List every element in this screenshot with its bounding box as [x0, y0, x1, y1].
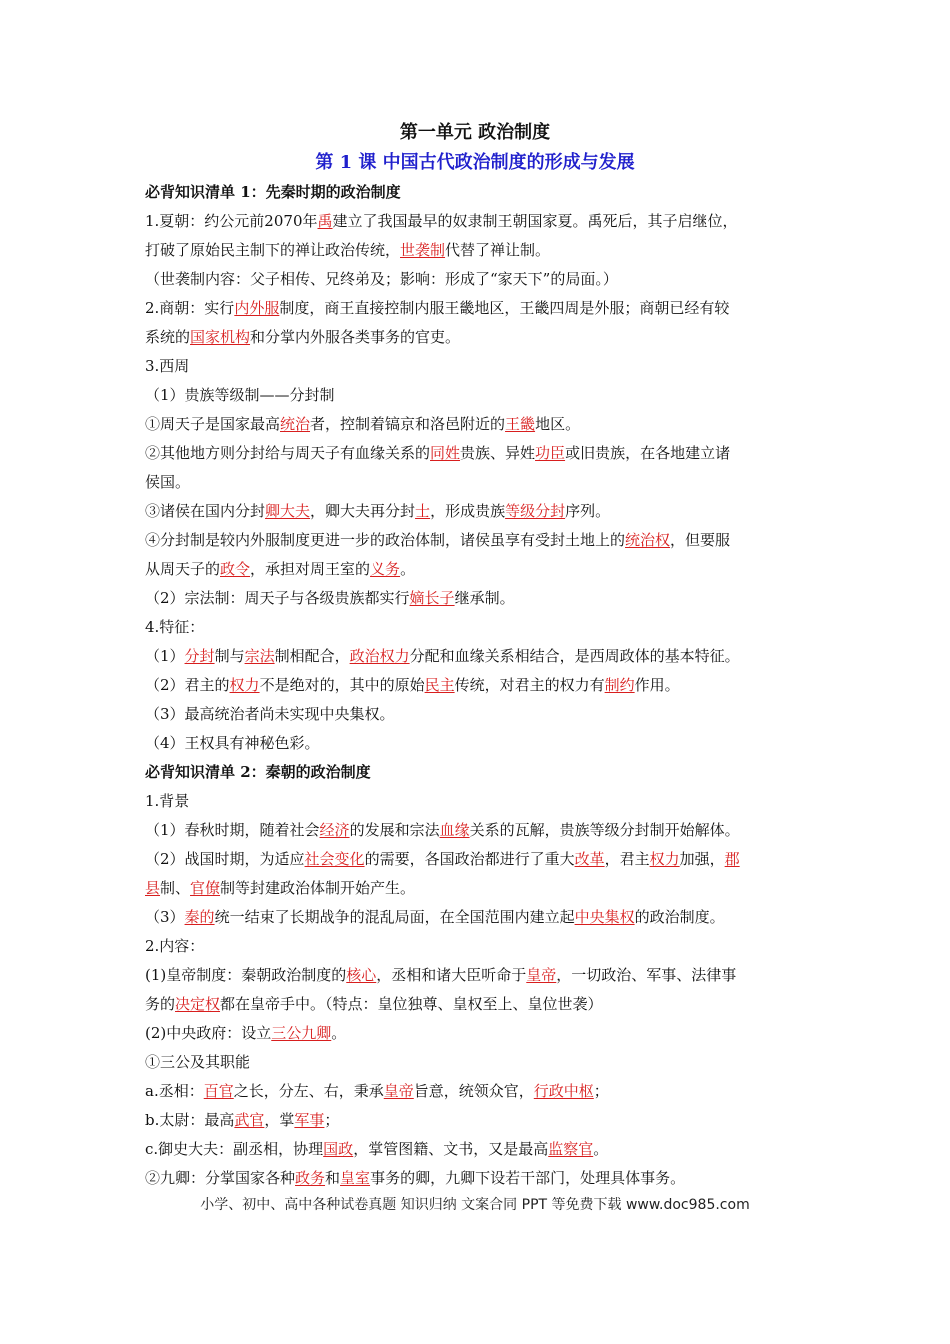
- text-segment: ②九卿：分掌国家各种: [145, 1169, 296, 1187]
- keyword-highlight: 中央集权: [574, 908, 635, 926]
- text-segment: ；: [324, 1111, 340, 1129]
- text-segment: 3.西周: [145, 357, 190, 375]
- text-line: [145, 729, 815, 758]
- text-segment: ④分封制是较内外服制度更进一步的政治体制，诸侯虽享有受封土地上的: [145, 531, 626, 549]
- text-segment: 务的: [145, 995, 176, 1013]
- text-line: [145, 381, 815, 410]
- text-segment: (2)中央政府：设立: [145, 1024, 272, 1042]
- text-segment: 传统，对君主的权力有: [454, 676, 605, 694]
- section-heading: [145, 178, 815, 207]
- text-line: [145, 1106, 815, 1135]
- text-line: [145, 468, 815, 497]
- keyword-highlight: 经济: [319, 821, 350, 839]
- keyword-highlight: 核心: [346, 966, 377, 984]
- text-line: [145, 410, 815, 439]
- text-line: [145, 555, 815, 584]
- text-line: [145, 584, 815, 613]
- text-segment: 1.背景: [145, 792, 190, 810]
- text-segment: 建立了我国最早的奴隶制王朝国家夏。禹死后，其子启继位，: [332, 212, 738, 230]
- text-segment: 地区。: [535, 415, 581, 433]
- keyword-highlight: 郡: [724, 850, 740, 868]
- text-segment: 的发展和宗法: [349, 821, 440, 839]
- text-segment: ③诸侯在国内分封: [145, 502, 266, 520]
- keyword-highlight: 三公九卿: [271, 1024, 332, 1042]
- text-segment: ，掌管图籍、文书，又是最高: [353, 1140, 549, 1158]
- keyword-highlight: 县: [145, 879, 161, 897]
- text-segment: 制等封建政治体制开始产生。: [220, 879, 416, 897]
- text-segment: 。: [593, 1140, 609, 1158]
- text-segment: ，形成贵族: [430, 502, 506, 520]
- keyword-highlight: 统治: [280, 415, 311, 433]
- text-line: [145, 932, 815, 961]
- text-line: [145, 1048, 815, 1077]
- keyword-highlight: 功臣: [535, 444, 566, 462]
- text-segment: 事务的卿，九卿下设若干部门，处理具体事务。: [370, 1169, 686, 1187]
- keyword-highlight: 民主: [424, 676, 455, 694]
- text-segment: 制与: [214, 647, 245, 665]
- text-segment: 2.内容：: [145, 937, 205, 955]
- text-segment: 2.商朝：实行: [145, 299, 235, 317]
- text-segment: b.太尉：最高: [145, 1111, 235, 1129]
- text-segment: （2）君主的: [145, 676, 230, 694]
- keyword-highlight: 行政中枢: [533, 1082, 594, 1100]
- keyword-highlight: 政务: [295, 1169, 326, 1187]
- keyword-highlight: 监察官: [548, 1140, 594, 1158]
- text-line: [145, 845, 815, 874]
- text-line: [145, 1019, 815, 1048]
- text-segment: 分配和血缘关系相结合，是西周政体的基本特征。: [409, 647, 740, 665]
- text-segment: 。: [331, 1024, 347, 1042]
- keyword-highlight: 嫡长子: [409, 589, 455, 607]
- text-segment: ，承担对周王室的: [250, 560, 371, 578]
- keyword-highlight: 政令: [220, 560, 251, 578]
- text-segment: 1.夏朝：约公元前2070年: [145, 212, 318, 230]
- keyword-highlight: 百官: [203, 1082, 234, 1100]
- text-segment: (1)皇帝制度：秦朝政治制度的: [145, 966, 347, 984]
- text-segment: ，但要服: [670, 531, 731, 549]
- text-line: [145, 903, 815, 932]
- document-body: [145, 178, 815, 1193]
- text-segment: 和: [325, 1169, 341, 1187]
- text-line: [145, 961, 815, 990]
- keyword-highlight: 政治权力: [349, 647, 410, 665]
- keyword-highlight: 秦的: [184, 908, 215, 926]
- keyword-highlight: 决定权: [175, 995, 221, 1013]
- text-segment: 制度，商王直接控制内服王畿地区，王畿四周是外服；商朝已经有较: [279, 299, 730, 317]
- keyword-highlight: 权力: [649, 850, 680, 868]
- keyword-highlight: 同姓: [430, 444, 461, 462]
- keyword-highlight: 统治权: [625, 531, 671, 549]
- text-segment: ，丞相和诸大臣听命于: [376, 966, 527, 984]
- keyword-highlight: 禹: [317, 212, 333, 230]
- text-segment: ；: [593, 1082, 609, 1100]
- text-segment: 必背知识清单 1：先秦时期的政治制度: [145, 183, 401, 201]
- text-segment: 之长，分左、右，秉承: [233, 1082, 384, 1100]
- text-segment: 4.特征：: [145, 618, 205, 636]
- text-segment: 侯国。: [145, 473, 191, 491]
- text-segment: 都在皇帝手中。（特点：皇位独尊、皇权至上、皇位世袭）: [220, 995, 603, 1013]
- text-segment: c.御史大夫：副丞相，协理: [145, 1140, 324, 1158]
- text-line: [145, 265, 815, 294]
- text-line: [145, 352, 815, 381]
- text-segment: 或旧贵族，在各地建立诸: [565, 444, 731, 462]
- text-segment: ，掌: [264, 1111, 295, 1129]
- text-segment: ②其他地方则分封给与周天子有血缘关系的: [145, 444, 431, 462]
- text-segment: 统一结束了长期战争的混乱局面，在全国范围内建立起: [214, 908, 575, 926]
- keyword-highlight: 皇帝: [526, 966, 557, 984]
- keyword-highlight: 血缘: [439, 821, 470, 839]
- text-line: [145, 642, 815, 671]
- text-segment: 加强，: [679, 850, 725, 868]
- keyword-highlight: 军事: [294, 1111, 325, 1129]
- text-segment: 旨意，统领众官，: [413, 1082, 534, 1100]
- text-segment: （1）春秋时期，随着社会: [145, 821, 320, 839]
- text-line: [145, 816, 815, 845]
- keyword-highlight: 皇室: [340, 1169, 371, 1187]
- text-line: [145, 439, 815, 468]
- text-segment: 代替了禅让制。: [445, 241, 551, 259]
- text-segment: 必背知识清单 2：秦朝的政治制度: [145, 763, 371, 781]
- text-line: [145, 1077, 815, 1106]
- text-line: [145, 1164, 815, 1193]
- keyword-highlight: 义务: [370, 560, 401, 578]
- text-segment: （2）战国时期，为适应: [145, 850, 305, 868]
- keyword-highlight: 制约: [604, 676, 635, 694]
- text-segment: （2）宗法制：周天子与各级贵族都实行: [145, 589, 410, 607]
- text-segment: 制、: [160, 879, 191, 897]
- keyword-highlight: 社会变化: [304, 850, 365, 868]
- text-segment: 从周天子的: [145, 560, 221, 578]
- text-line: [145, 700, 815, 729]
- text-line: [145, 613, 815, 642]
- keyword-highlight: 内外服: [234, 299, 280, 317]
- text-line: [145, 990, 815, 1019]
- text-line: [145, 236, 815, 265]
- text-segment: 的政治制度。: [634, 908, 725, 926]
- text-segment: 制相配合，: [274, 647, 350, 665]
- text-segment: （3）: [145, 908, 185, 926]
- text-segment: 作用。: [634, 676, 680, 694]
- text-segment: （3）最高统治者尚未实现中央集权。: [145, 705, 395, 723]
- text-segment: （1）贵族等级制——分封制: [145, 386, 335, 404]
- keyword-highlight: 改革: [574, 850, 605, 868]
- text-segment: ，卿大夫再分封: [310, 502, 416, 520]
- keyword-highlight: 武官: [234, 1111, 265, 1129]
- text-line: [145, 497, 815, 526]
- keyword-highlight: 皇帝: [383, 1082, 414, 1100]
- text-segment: （4）王权具有神秘色彩。: [145, 734, 320, 752]
- keyword-highlight: 卿大夫: [265, 502, 311, 520]
- keyword-highlight: 官僚: [190, 879, 221, 897]
- text-segment: 序列。: [565, 502, 611, 520]
- text-line: [145, 323, 815, 352]
- keyword-highlight: 权力: [229, 676, 260, 694]
- text-segment: ，一切政治、军事、法律事: [556, 966, 737, 984]
- text-segment: 。: [400, 560, 416, 578]
- text-line: [145, 874, 815, 903]
- text-line: [145, 671, 815, 700]
- text-line: [145, 1135, 815, 1164]
- text-segment: 关系的瓦解，贵族等级分封制开始解体。: [469, 821, 740, 839]
- text-segment: （1）: [145, 647, 185, 665]
- footer-text: 小学、初中、高中各种试卷真题 知识归纳 文案合同 PPT 等免费下载 www.doc985.com: [200, 1197, 750, 1213]
- text-line: [145, 526, 815, 555]
- keyword-highlight: 宗法: [244, 647, 275, 665]
- text-segment: （世袭制内容：父子相传、兄终弟及；影响：形成了“家天下”的局面。）: [145, 270, 618, 288]
- text-segment: ，君主: [604, 850, 650, 868]
- text-segment: 继承制。: [454, 589, 515, 607]
- keyword-highlight: 国家机构: [190, 328, 251, 346]
- section-heading: [145, 758, 815, 787]
- keyword-highlight: 王畿: [505, 415, 536, 433]
- text-segment: ①周天子是国家最高: [145, 415, 281, 433]
- keyword-highlight: 分封: [184, 647, 215, 665]
- text-segment: 的需要，各国政治都进行了重大: [364, 850, 575, 868]
- unit-title: 第一单元 政治制度: [399, 122, 551, 143]
- text-segment: 贵族、异姓: [460, 444, 536, 462]
- text-segment: a.丞相：: [145, 1082, 204, 1100]
- text-segment: 者，控制着镐京和洛邑附近的: [310, 415, 506, 433]
- text-segment: 系统的: [145, 328, 191, 346]
- keyword-highlight: 国政: [323, 1140, 354, 1158]
- text-line: [145, 294, 815, 323]
- lesson-title: 第 1 课 中国古代政治制度的形成与发展: [315, 152, 635, 173]
- text-line: [145, 787, 815, 816]
- text-segment: 不是绝对的，其中的原始: [259, 676, 425, 694]
- text-segment: 打破了原始民主制下的禅让政治传统，: [145, 241, 401, 259]
- text-line: [145, 207, 815, 236]
- text-segment: ①三公及其职能: [145, 1053, 251, 1071]
- keyword-highlight: 等级分封: [505, 502, 566, 520]
- keyword-highlight: 世袭制: [400, 241, 446, 259]
- text-segment: 和分掌内外服各类事务的官吏。: [250, 328, 461, 346]
- keyword-highlight: 士: [415, 502, 431, 520]
